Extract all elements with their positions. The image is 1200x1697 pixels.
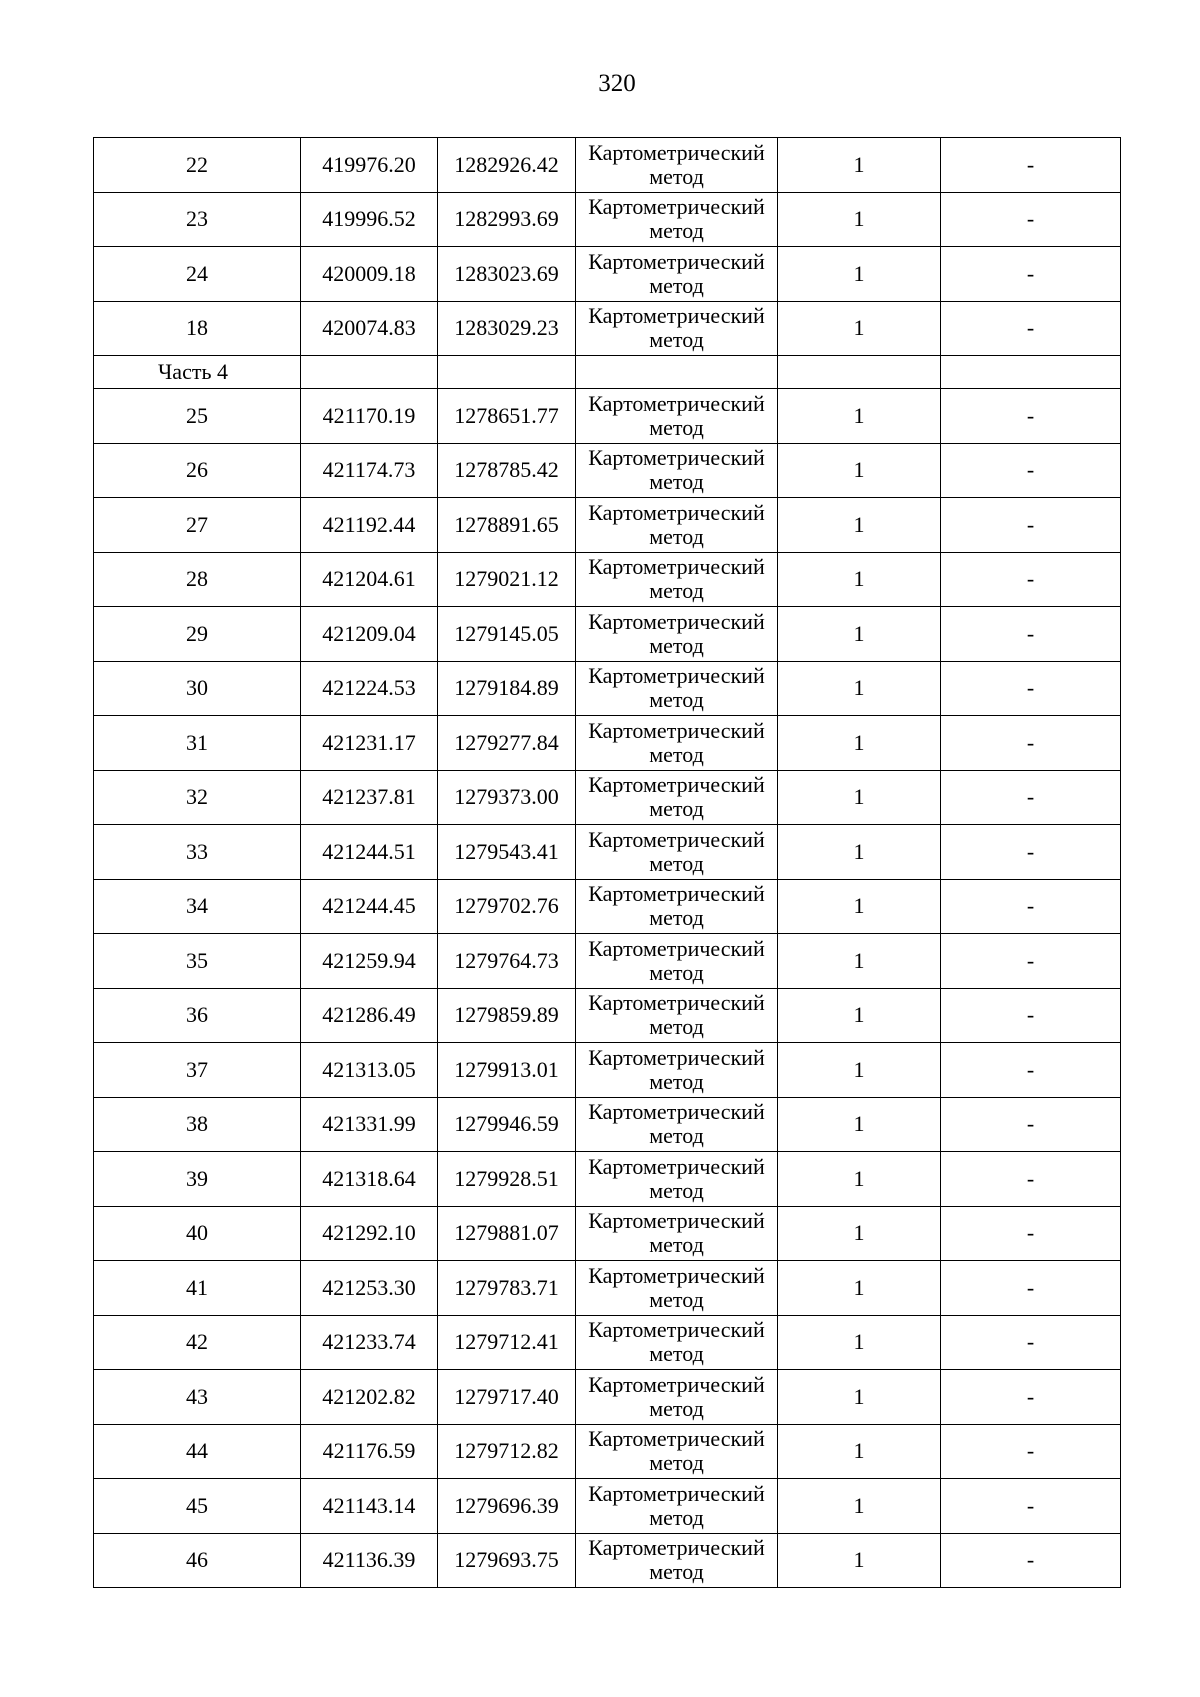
note-cell: - xyxy=(941,1152,1121,1207)
accuracy-cell: 1 xyxy=(778,825,941,880)
note-cell: - xyxy=(941,192,1121,247)
method-line-1: Картометрический xyxy=(588,1480,765,1506)
x-coordinate-cell: 421286.49 xyxy=(301,988,438,1043)
method-line-2: метод xyxy=(649,1014,704,1040)
method-line-2: метод xyxy=(649,163,704,189)
accuracy-cell: 1 xyxy=(778,1097,941,1152)
method-line-2: метод xyxy=(649,469,704,495)
method-line-2: метод xyxy=(649,1286,704,1312)
accuracy-cell: 1 xyxy=(778,389,941,444)
method-cell xyxy=(576,607,778,662)
table-row xyxy=(94,1424,1121,1479)
x-coordinate-cell: 421292.10 xyxy=(301,1206,438,1261)
x-coordinate-cell: 421192.44 xyxy=(301,498,438,553)
method-line-2: метод xyxy=(649,1068,704,1094)
x-coordinate-cell: 421233.74 xyxy=(301,1315,438,1370)
point-number-cell: 31 xyxy=(94,716,301,771)
method-cell xyxy=(576,389,778,444)
table-row xyxy=(94,552,1121,607)
x-coordinate-cell: 420009.18 xyxy=(301,247,438,302)
method-line-1: Картометрический xyxy=(588,139,765,165)
x-coordinate-cell: 421313.05 xyxy=(301,1043,438,1098)
method-line-1: Картометрический xyxy=(588,390,765,416)
table-row xyxy=(94,1152,1121,1207)
note-cell: - xyxy=(941,552,1121,607)
note-cell: - xyxy=(941,988,1121,1043)
y-coordinate-cell: 1279928.51 xyxy=(438,1152,576,1207)
method-line-1: Картометрический xyxy=(588,663,765,689)
point-number-cell: 26 xyxy=(94,443,301,498)
table-row xyxy=(94,661,1121,716)
method-cell xyxy=(576,443,778,498)
accuracy-cell: 1 xyxy=(778,716,941,771)
method-line-2: метод xyxy=(649,1395,704,1421)
table-row xyxy=(94,1370,1121,1425)
method-line-2: метод xyxy=(649,1123,704,1149)
x-coordinate-cell: 421259.94 xyxy=(301,934,438,989)
accuracy-cell: 1 xyxy=(778,1370,941,1425)
point-number-cell: 36 xyxy=(94,988,301,1043)
method-line-2: метод xyxy=(649,1450,704,1476)
y-coordinate-cell: 1279543.41 xyxy=(438,825,576,880)
y-coordinate-cell: 1279693.75 xyxy=(438,1533,576,1588)
point-number-cell: 41 xyxy=(94,1261,301,1316)
point-number-cell: 29 xyxy=(94,607,301,662)
y-coordinate-cell: 1279145.05 xyxy=(438,607,576,662)
method-cell xyxy=(576,1043,778,1098)
point-number-cell: 27 xyxy=(94,498,301,553)
point-number-cell: 32 xyxy=(94,770,301,825)
accuracy-cell: 1 xyxy=(778,770,941,825)
accuracy-cell: 1 xyxy=(778,879,941,934)
y-coordinate-cell: 1279783.71 xyxy=(438,1261,576,1316)
accuracy-cell: 1 xyxy=(778,192,941,247)
point-number-cell: 39 xyxy=(94,1152,301,1207)
method-line-2: метод xyxy=(649,1504,704,1530)
note-cell: - xyxy=(941,770,1121,825)
table-row xyxy=(94,934,1121,989)
point-number-cell: 35 xyxy=(94,934,301,989)
note-cell: - xyxy=(941,661,1121,716)
note-cell: - xyxy=(941,443,1121,498)
section-header-row xyxy=(94,356,1121,389)
note-cell: - xyxy=(941,879,1121,934)
y-coordinate-cell: 1279764.73 xyxy=(438,934,576,989)
accuracy-cell: 1 xyxy=(778,1479,941,1534)
table-row xyxy=(94,716,1121,771)
method-cell xyxy=(576,661,778,716)
method-cell xyxy=(576,988,778,1043)
accuracy-cell: 1 xyxy=(778,1424,941,1479)
point-number-cell: 38 xyxy=(94,1097,301,1152)
method-line-2: метод xyxy=(649,523,704,549)
accuracy-cell: 1 xyxy=(778,247,941,302)
method-line-1: Картометрический xyxy=(588,248,765,274)
method-line-1: Картометрический xyxy=(588,608,765,634)
table-row xyxy=(94,192,1121,247)
empty-cell xyxy=(438,356,576,389)
accuracy-cell: 1 xyxy=(778,443,941,498)
x-coordinate-cell: 421209.04 xyxy=(301,607,438,662)
note-cell: - xyxy=(941,1043,1121,1098)
method-cell xyxy=(576,1533,778,1588)
method-line-1: Картометрический xyxy=(588,990,765,1016)
accuracy-cell: 1 xyxy=(778,552,941,607)
y-coordinate-cell: 1282926.42 xyxy=(438,138,576,193)
method-cell xyxy=(576,1206,778,1261)
method-line-1: Картометрический xyxy=(588,1153,765,1179)
method-cell xyxy=(576,825,778,880)
y-coordinate-cell: 1279702.76 xyxy=(438,879,576,934)
table-row xyxy=(94,1479,1121,1534)
table-row xyxy=(94,301,1121,356)
method-cell xyxy=(576,498,778,553)
method-line-2: метод xyxy=(649,1559,704,1585)
method-line-1: Картометрический xyxy=(588,935,765,961)
x-coordinate-cell: 421170.19 xyxy=(301,389,438,444)
method-line-2: метод xyxy=(649,959,704,985)
method-line-2: метод xyxy=(649,741,704,767)
method-line-1: Картометрический xyxy=(588,554,765,580)
method-cell xyxy=(576,1152,778,1207)
method-line-1: Картометрический xyxy=(588,194,765,220)
y-coordinate-cell: 1279712.41 xyxy=(438,1315,576,1370)
method-line-2: метод xyxy=(649,905,704,931)
note-cell: - xyxy=(941,1370,1121,1425)
method-line-2: метод xyxy=(649,578,704,604)
note-cell: - xyxy=(941,247,1121,302)
x-coordinate-cell: 421176.59 xyxy=(301,1424,438,1479)
empty-cell xyxy=(301,356,438,389)
table-row xyxy=(94,770,1121,825)
x-coordinate-cell: 421331.99 xyxy=(301,1097,438,1152)
point-number-cell: 42 xyxy=(94,1315,301,1370)
x-coordinate-cell: 421143.14 xyxy=(301,1479,438,1534)
method-line-2: метод xyxy=(649,414,704,440)
method-cell xyxy=(576,301,778,356)
method-line-1: Картометрический xyxy=(588,1044,765,1070)
method-cell xyxy=(576,934,778,989)
y-coordinate-cell: 1282993.69 xyxy=(438,192,576,247)
point-number-cell: 33 xyxy=(94,825,301,880)
section-label: Часть 4 xyxy=(94,356,301,389)
y-coordinate-cell: 1279696.39 xyxy=(438,1479,576,1534)
y-coordinate-cell: 1279881.07 xyxy=(438,1206,576,1261)
x-coordinate-cell: 421244.51 xyxy=(301,825,438,880)
point-number-cell: 44 xyxy=(94,1424,301,1479)
method-line-1: Картометрический xyxy=(588,1208,765,1234)
accuracy-cell: 1 xyxy=(778,1533,941,1588)
table-row xyxy=(94,1206,1121,1261)
y-coordinate-cell: 1279184.89 xyxy=(438,661,576,716)
table-row xyxy=(94,443,1121,498)
y-coordinate-cell: 1279859.89 xyxy=(438,988,576,1043)
table-row xyxy=(94,1097,1121,1152)
y-coordinate-cell: 1278785.42 xyxy=(438,443,576,498)
table-row xyxy=(94,389,1121,444)
method-line-1: Картометрический xyxy=(588,1426,765,1452)
method-cell xyxy=(576,1479,778,1534)
method-line-1: Картометрический xyxy=(588,445,765,471)
y-coordinate-cell: 1278891.65 xyxy=(438,498,576,553)
x-coordinate-cell: 421253.30 xyxy=(301,1261,438,1316)
y-coordinate-cell: 1279913.01 xyxy=(438,1043,576,1098)
x-coordinate-cell: 419976.20 xyxy=(301,138,438,193)
note-cell: - xyxy=(941,1206,1121,1261)
method-line-1: Картометрический xyxy=(588,772,765,798)
y-coordinate-cell: 1279373.00 xyxy=(438,770,576,825)
method-line-1: Картометрический xyxy=(588,881,765,907)
point-number-cell: 34 xyxy=(94,879,301,934)
note-cell: - xyxy=(941,138,1121,193)
x-coordinate-cell: 421136.39 xyxy=(301,1533,438,1588)
accuracy-cell: 1 xyxy=(778,1315,941,1370)
method-cell xyxy=(576,716,778,771)
y-coordinate-cell: 1279717.40 xyxy=(438,1370,576,1425)
accuracy-cell: 1 xyxy=(778,498,941,553)
note-cell: - xyxy=(941,1533,1121,1588)
method-line-1: Картометрический xyxy=(588,826,765,852)
accuracy-cell: 1 xyxy=(778,1152,941,1207)
method-line-2: метод xyxy=(649,1341,704,1367)
x-coordinate-cell: 420074.83 xyxy=(301,301,438,356)
point-number-cell: 25 xyxy=(94,389,301,444)
accuracy-cell: 1 xyxy=(778,661,941,716)
method-cell xyxy=(576,192,778,247)
method-line-1: Картометрический xyxy=(588,717,765,743)
note-cell: - xyxy=(941,716,1121,771)
method-cell xyxy=(576,770,778,825)
accuracy-cell: 1 xyxy=(778,988,941,1043)
accuracy-cell: 1 xyxy=(778,301,941,356)
empty-cell xyxy=(941,356,1121,389)
y-coordinate-cell: 1278651.77 xyxy=(438,389,576,444)
coordinates-table-body xyxy=(94,138,1121,1588)
y-coordinate-cell: 1283023.69 xyxy=(438,247,576,302)
point-number-cell: 40 xyxy=(94,1206,301,1261)
method-line-2: метод xyxy=(649,796,704,822)
method-line-2: метод xyxy=(649,218,704,244)
point-number-cell: 30 xyxy=(94,661,301,716)
point-number-cell: 23 xyxy=(94,192,301,247)
point-number-cell: 37 xyxy=(94,1043,301,1098)
point-number-cell: 18 xyxy=(94,301,301,356)
point-number-cell: 45 xyxy=(94,1479,301,1534)
point-number-cell: 46 xyxy=(94,1533,301,1588)
note-cell: - xyxy=(941,607,1121,662)
method-cell xyxy=(576,879,778,934)
table-row xyxy=(94,1533,1121,1588)
y-coordinate-cell: 1279712.82 xyxy=(438,1424,576,1479)
x-coordinate-cell: 421231.17 xyxy=(301,716,438,771)
method-cell xyxy=(576,1097,778,1152)
table-row xyxy=(94,607,1121,662)
y-coordinate-cell: 1279021.12 xyxy=(438,552,576,607)
x-coordinate-cell: 421318.64 xyxy=(301,1152,438,1207)
y-coordinate-cell: 1279946.59 xyxy=(438,1097,576,1152)
method-line-1: Картометрический xyxy=(588,1262,765,1288)
note-cell: - xyxy=(941,1315,1121,1370)
note-cell: - xyxy=(941,825,1121,880)
method-cell xyxy=(576,1370,778,1425)
empty-cell xyxy=(778,356,941,389)
x-coordinate-cell: 421224.53 xyxy=(301,661,438,716)
method-line-1: Картометрический xyxy=(588,1099,765,1125)
point-number-cell: 24 xyxy=(94,247,301,302)
empty-cell xyxy=(576,356,778,389)
method-line-1: Картометрический xyxy=(588,1371,765,1397)
method-cell xyxy=(576,552,778,607)
y-coordinate-cell: 1283029.23 xyxy=(438,301,576,356)
method-line-1: Картометрический xyxy=(588,303,765,329)
table-row xyxy=(94,138,1121,193)
method-line-2: метод xyxy=(649,1177,704,1203)
x-coordinate-cell: 421204.61 xyxy=(301,552,438,607)
method-line-2: метод xyxy=(649,327,704,353)
note-cell: - xyxy=(941,1261,1121,1316)
note-cell: - xyxy=(941,1424,1121,1479)
x-coordinate-cell: 421237.81 xyxy=(301,770,438,825)
note-cell: - xyxy=(941,389,1121,444)
table-row xyxy=(94,1315,1121,1370)
x-coordinate-cell: 419996.52 xyxy=(301,192,438,247)
table-row xyxy=(94,1043,1121,1098)
note-cell: - xyxy=(941,934,1121,989)
table-row xyxy=(94,247,1121,302)
point-number-cell: 22 xyxy=(94,138,301,193)
method-line-2: метод xyxy=(649,1232,704,1258)
method-cell xyxy=(576,1315,778,1370)
method-cell xyxy=(576,247,778,302)
table-row xyxy=(94,498,1121,553)
method-line-2: метод xyxy=(649,632,704,658)
method-line-2: метод xyxy=(649,850,704,876)
coordinates-table xyxy=(93,137,1121,1588)
table-row xyxy=(94,825,1121,880)
table-row xyxy=(94,1261,1121,1316)
note-cell: - xyxy=(941,301,1121,356)
point-number-cell: 43 xyxy=(94,1370,301,1425)
accuracy-cell: 1 xyxy=(778,138,941,193)
x-coordinate-cell: 421174.73 xyxy=(301,443,438,498)
method-cell xyxy=(576,1424,778,1479)
note-cell: - xyxy=(941,1479,1121,1534)
x-coordinate-cell: 421202.82 xyxy=(301,1370,438,1425)
accuracy-cell: 1 xyxy=(778,607,941,662)
accuracy-cell: 1 xyxy=(778,1206,941,1261)
table-row xyxy=(94,879,1121,934)
method-line-2: метод xyxy=(649,272,704,298)
method-cell xyxy=(576,138,778,193)
accuracy-cell: 1 xyxy=(778,1261,941,1316)
note-cell: - xyxy=(941,1097,1121,1152)
y-coordinate-cell: 1279277.84 xyxy=(438,716,576,771)
note-cell: - xyxy=(941,498,1121,553)
method-line-1: Картометрический xyxy=(588,499,765,525)
x-coordinate-cell: 421244.45 xyxy=(301,879,438,934)
accuracy-cell: 1 xyxy=(778,934,941,989)
method-cell xyxy=(576,1261,778,1316)
accuracy-cell: 1 xyxy=(778,1043,941,1098)
method-line-1: Картометрический xyxy=(588,1535,765,1561)
point-number-cell: 28 xyxy=(94,552,301,607)
page-number: 320 xyxy=(598,70,636,97)
table-row xyxy=(94,988,1121,1043)
method-line-1: Картометрический xyxy=(588,1317,765,1343)
method-line-2: метод xyxy=(649,687,704,713)
